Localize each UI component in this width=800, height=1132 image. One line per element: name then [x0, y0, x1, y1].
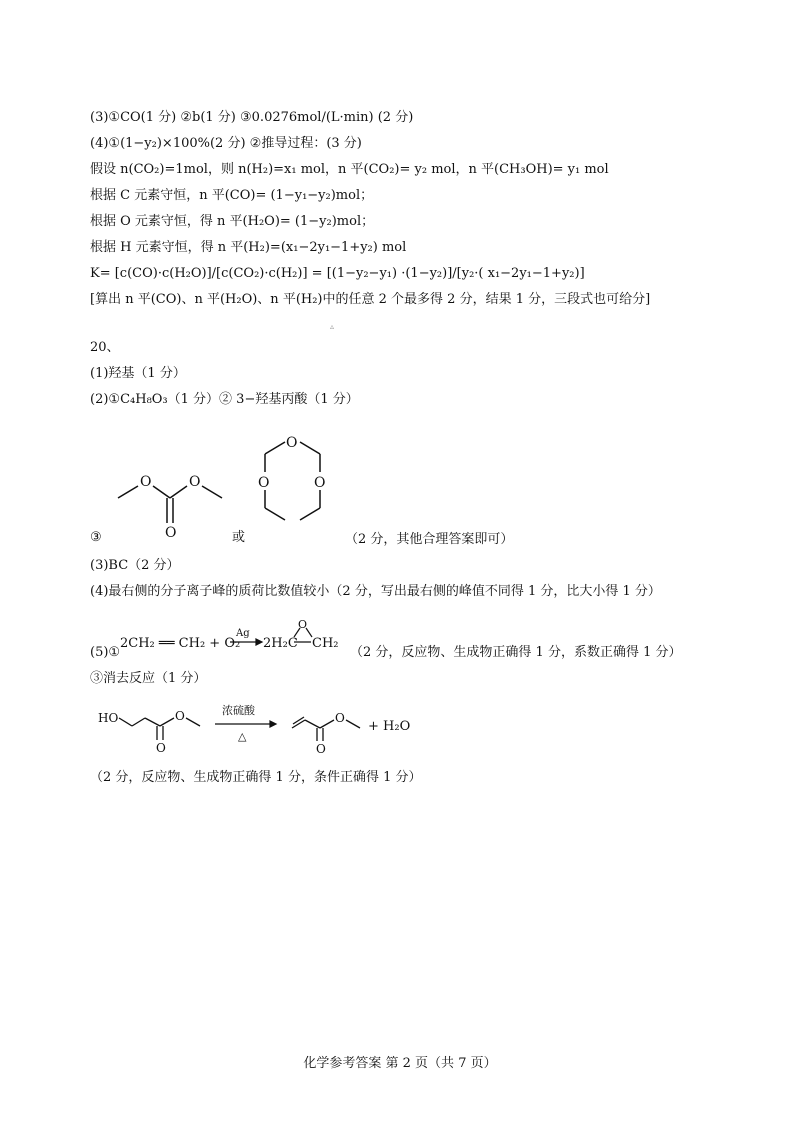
q20-part4: (4)最右侧的分子离子峰的质荷比数值较小（2 分，写出最右侧的峰值不同得 1 分，比大小得 1 分） [90, 584, 661, 599]
carbonate-o-carbonyl: O [165, 525, 177, 541]
eq2-condition-heat: △ [238, 730, 247, 743]
dimethyl-carbonate-structure [118, 486, 222, 523]
carbonate-o-left: O [140, 474, 152, 490]
q20-number: 20、 [90, 340, 120, 355]
q20-part2-3-label: ③ [90, 530, 102, 545]
eq2-ester-o-2: O [335, 711, 345, 725]
q20-part5-3-score: （2 分，反应物、生成物正确得 1 分，条件正确得 1 分） [90, 770, 422, 785]
trioxane-o-right: O [314, 475, 326, 491]
eq2-water: + H₂O [368, 719, 411, 734]
eq2-carbonyl-o-2: O [316, 742, 326, 756]
q20-epoxidation-equation [118, 620, 348, 670]
q19-part3: (3)①CO(1 分) ②b(1 分) ③0.0276mol/(L·min) (2 分) [90, 110, 414, 125]
page-footer: 化学参考答案 第 2 页（共 7 页） [303, 1056, 497, 1071]
epoxide-o: O [298, 620, 308, 631]
q20-part5-label: (5)① [90, 645, 121, 660]
eq2-arrow [215, 721, 276, 727]
q19-scoring-note: [算出 n 平(CO)、n 平(H₂O)、n 平(H₂)中的任意 2 个最多得 2 分，结果 1 分，三段式也可给分] [90, 292, 651, 307]
eq1-product-left: 2H₂C [263, 636, 298, 651]
reactant-skeleton [119, 718, 200, 740]
trioxane-ring-structure [265, 442, 320, 520]
q19-derivation-2: 根据 C 元素守恒，n 平(CO)= (1−y₁−y₂)mol； [90, 188, 374, 203]
q20-elimination-equation [90, 700, 450, 760]
q20-part2-3-score: （2 分，其他合理答案即可） [345, 532, 514, 547]
trioxane-o-left: O [258, 475, 270, 491]
q20-or: 或 [232, 530, 246, 545]
q20-part3: (3)BC（2 分） [90, 558, 180, 573]
q20-part5-score: （2 分，反应物、生成物正确得 1 分，系数正确得 1 分） [350, 645, 682, 660]
eq2-ester-o-1: O [175, 709, 185, 723]
stray-mark: ▵ [330, 322, 335, 331]
trioxane-o-top: O [286, 435, 298, 451]
eq2-ho: HO [98, 711, 119, 725]
eq1-catalyst: Ag [236, 628, 250, 639]
eq2-condition-acid: 浓硫酸 [222, 704, 255, 717]
eq2-carbonyl-o-1: O [156, 741, 166, 755]
q19-derivation-1: 假设 n(CO₂)=1mol，则 n(H₂)=x₁ mol，n 平(CO₂)= y₂ mol，n 平(CH₃OH)= y₁ mol [90, 162, 609, 177]
q19-part4: (4)①(1−y₂)×100%(2 分) ②推导过程：(3 分) [90, 136, 362, 151]
q20-part5-3: ③消去反应（1 分） [90, 671, 207, 686]
q20-part1: (1)羟基（1 分） [90, 366, 186, 381]
product-skeleton [292, 717, 360, 741]
q19-derivation-3: 根据 O 元素守恒，得 n 平(H₂O)= (1−y₂)mol； [90, 214, 375, 229]
q19-derivation-4: 根据 H 元素守恒，得 n 平(H₂)=(x₁−2y₁−1+y₂) mol [90, 240, 407, 255]
eq1-product-right: CH₂ [312, 636, 339, 651]
carbonate-o-right: O [189, 474, 201, 490]
eq1-reactants: 2CH₂ ══ CH₂ + O₂ [120, 636, 241, 651]
q19-k-expression: K= [c(CO)·c(H₂O)]/[c(CO₂)·c(H₂)] = [(1−y₂−y₁) ·(1−y₂)]/[y₂·( x₁−2y₁−1+y₂)] [90, 266, 585, 281]
q20-part2: (2)①C₄H₈O₃（1 分）② 3−羟基丙酸（1 分） [90, 392, 359, 407]
